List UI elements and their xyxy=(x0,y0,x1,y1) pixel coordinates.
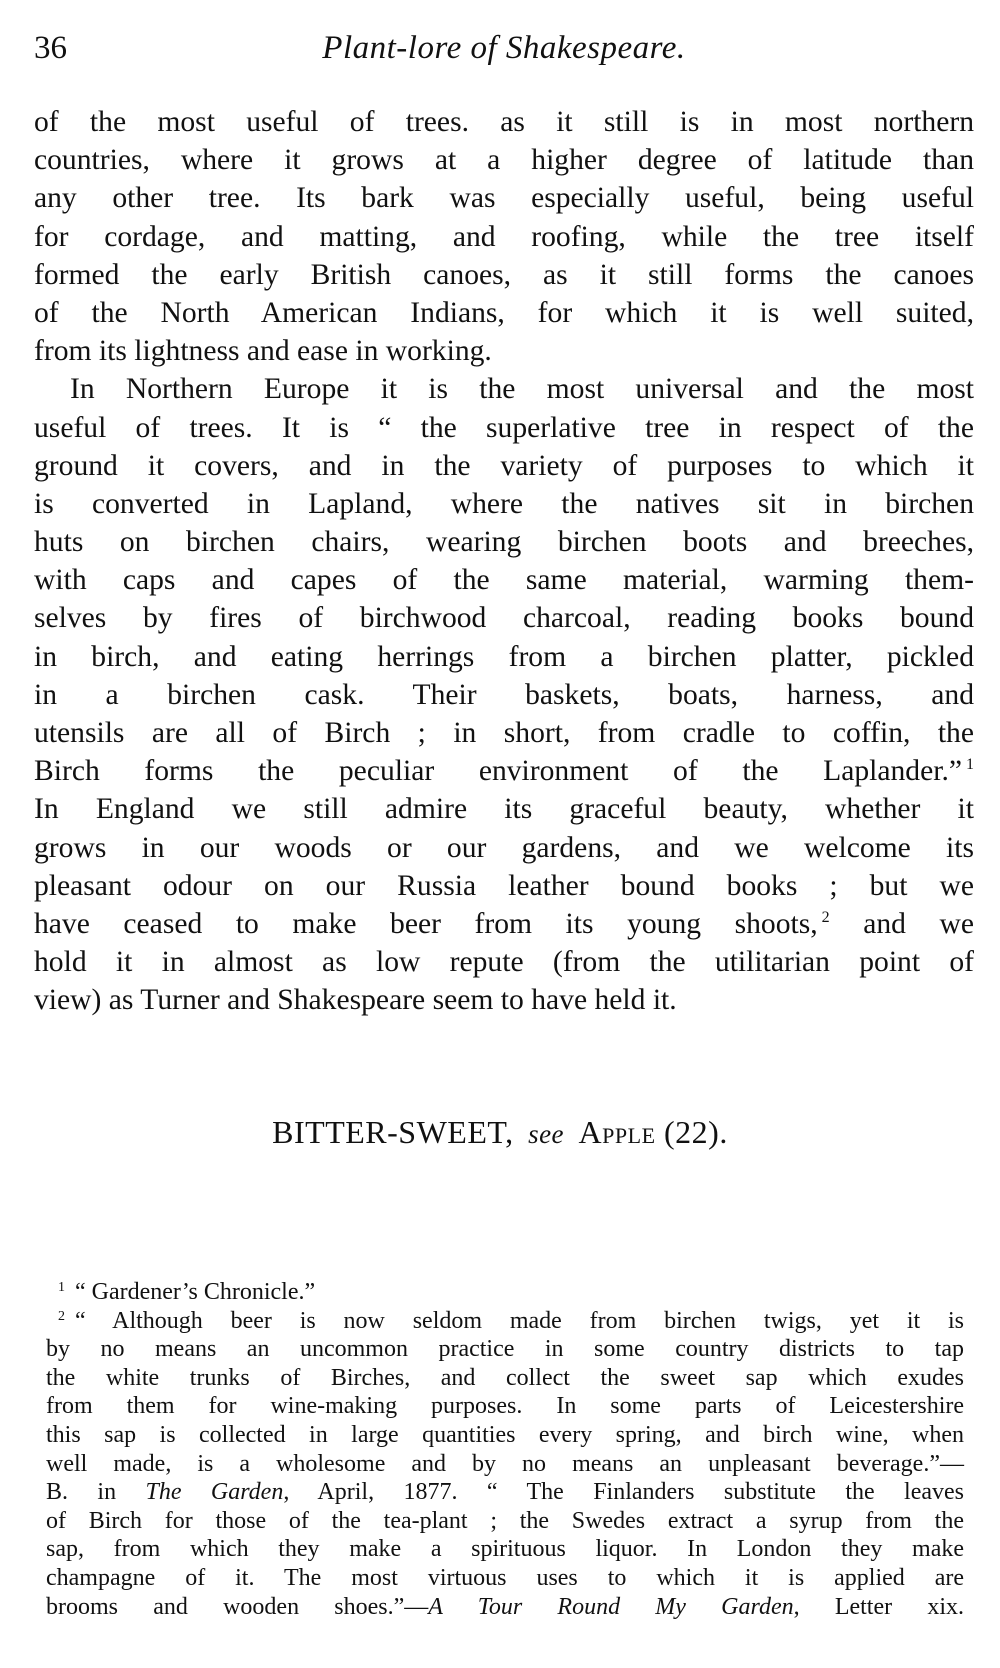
footnote-ref-2: 2 xyxy=(821,908,830,926)
heading-cross-reference: Apple (22). xyxy=(578,1114,728,1150)
body-line: is converted in Lapland, where the natives sit in birchen xyxy=(34,487,974,520)
body-line: any other tree. Its bark was especially useful, being useful xyxy=(34,182,974,215)
footnotes xyxy=(46,1278,964,1621)
page-number: 36 xyxy=(34,30,67,66)
footnote-text-segment: B. in xyxy=(46,1479,146,1506)
body-line: ground it covers, and in the variety of purposes to which it xyxy=(34,449,974,482)
body-line: view) as Turner and Shakespeare seem to have held it. xyxy=(34,984,677,1017)
footnote-2-line-citation xyxy=(46,1478,964,1507)
footnote-marker-2: 2 xyxy=(58,1308,65,1324)
footnote-text-segment: , April, 1877. “ The Finlanders substitute the leaves xyxy=(283,1479,964,1506)
footnote-marker-1: 1 xyxy=(58,1280,65,1295)
body-line: for cordage, and matting, and roofing, while the tree itself xyxy=(34,220,974,253)
footnote-2-text: “ Although beer is now seldom made from birchen twigs, yet it is xyxy=(75,1307,964,1334)
footnote-1 xyxy=(46,1278,964,1307)
footnote-2-line: sap, from which they make a spirituous liquor. In London they make xyxy=(46,1536,964,1563)
footnote-2-line: by no means an uncommon practice in some country districts to tap xyxy=(46,1336,964,1363)
section-heading xyxy=(0,1114,1000,1151)
footnote-2-line-last xyxy=(46,1593,964,1622)
footnote-ref-1: 1 xyxy=(966,756,974,774)
body-line: formed the early British canoes, as it still forms the canoes xyxy=(34,258,974,291)
body-text xyxy=(34,103,974,1020)
cited-book-title: A Tour Round My Garden xyxy=(428,1593,794,1620)
footnote-text-segment: brooms and wooden shoes.”— xyxy=(46,1593,429,1620)
body-line-text-after-ref: and we xyxy=(829,907,974,940)
body-line: in birch, and eating herrings from a birchen platter, pickled xyxy=(34,640,974,673)
body-line: of the most useful of trees. as it still is in most northern xyxy=(34,106,974,138)
body-line: grows in our woods or our gardens, and we welcome its xyxy=(34,831,974,864)
body-line: hold it in almost as low repute (from the utilitarian point of xyxy=(34,946,974,979)
body-line: in a birchen cask. Their baskets, boats, harness, and xyxy=(34,678,974,711)
body-line: In England we still admire its graceful beauty, whether it xyxy=(34,793,974,826)
footnote-2-line: this sap is collected in large quantities every spring, and birch wine, when xyxy=(46,1421,964,1448)
body-line: countries, where it grows at a higher degree of latitude than xyxy=(34,144,974,177)
body-line: In Northern Europe it is the most universal and the most xyxy=(70,373,974,406)
running-head xyxy=(34,30,974,76)
footnote-2-line: from them for wine-making purposes. In some parts of Leicestershire xyxy=(46,1393,964,1420)
running-title: Plant-lore of Shakespeare. xyxy=(322,30,686,66)
heading-main: BITTER-SWEET, xyxy=(272,1114,514,1150)
body-line: huts on birchen chairs, wearing birchen boots and breeches, xyxy=(34,526,974,559)
footnote-text-segment: , Letter xix. xyxy=(793,1593,965,1620)
body-line-text: have ceased to make beer from its young shoots, xyxy=(34,907,818,940)
heading-see: see xyxy=(528,1119,565,1149)
body-line-with-footnote-2 xyxy=(34,905,974,943)
body-line: with caps and capes of the same material, warming them- xyxy=(34,564,974,597)
cited-periodical-title: The Garden xyxy=(145,1479,284,1506)
footnote-2-line: well made, is a wholesome and by no means an unpleasant beverage.”— xyxy=(46,1450,964,1477)
body-line: useful of trees. It is “ the superlative tree in respect of the xyxy=(34,411,974,444)
footnote-2-line: the white trunks of Birches, and collect the sweet sap which exudes xyxy=(46,1364,964,1391)
body-line: selves by fires of birchwood charcoal, reading books bound xyxy=(34,602,974,635)
body-line: pleasant odour on our Russia leather bound books ; but we xyxy=(34,869,974,902)
footnote-1-text: “ Gardener’s Chronicle.” xyxy=(75,1279,316,1305)
body-line-with-footnote-1 xyxy=(34,752,974,790)
body-line: of the North American Indians, for which it is well suited, xyxy=(34,296,974,329)
footnote-2-line: of Birch for those of the tea-plant ; the Swedes extract a syrup from the xyxy=(46,1507,964,1534)
footnote-2-line xyxy=(46,1307,964,1336)
body-line-text: Birch forms the peculiar environment of the Laplander.” xyxy=(34,755,962,788)
body-line: utensils are all of Birch ; in short, from cradle to coffin, the xyxy=(34,717,974,749)
footnote-2-line: champagne of it. The most virtuous uses to which it is applied are xyxy=(46,1564,964,1591)
body-line: from its lightness and ease in working. xyxy=(34,335,492,368)
